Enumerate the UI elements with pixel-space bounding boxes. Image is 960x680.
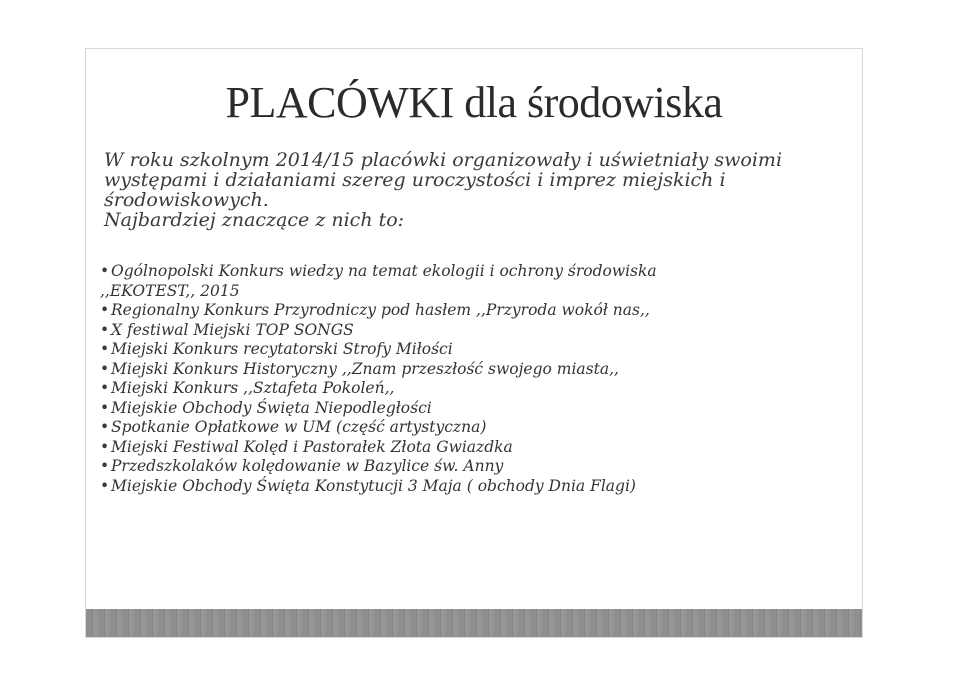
bullet-icon: • [100,379,110,397]
list-item [100,282,800,302]
list-item [100,477,800,497]
list-item [100,360,800,380]
list-item-text: Miejski Konkurs ,,Sztafeta Pokoleń,, [111,379,395,397]
list-item-text: Miejski Festiwal Kolęd i Pastorałek Złota Gwiazdka [111,437,513,456]
list-item-text: X festiwal Miejski TOP SONGS [111,320,354,339]
list-item [100,399,800,419]
slide [85,48,863,638]
list-item-text: Ogólnopolski Konkurs wiedzy na temat ekologii i ochrony środowiska [111,262,657,280]
bullet-icon: • [100,340,110,358]
list-item-text: Miejski Konkurs Historyczny ,,Znam przeszłość swojego miasta,, [111,359,619,378]
bullet-icon: • [100,398,110,417]
list-item-text: ,,EKOTEST,, 2015 [100,281,240,300]
bullet-icon: • [100,301,110,319]
list-item [100,457,800,477]
list-item [100,262,800,282]
bullet-icon: • [100,437,110,456]
intro-text [104,150,804,230]
bullet-icon: • [100,262,110,280]
footer-bar [86,609,862,638]
list-item-text: Miejski Konkurs recytatorski Strofy Miłości [111,340,453,358]
list-item [100,301,800,321]
intro-lead: Najbardziej znaczące z nich to: [104,209,405,231]
bullet-icon: • [100,457,110,475]
bullet-icon: • [100,476,110,495]
slide-title: PLACÓWKI dla środowiska [225,78,723,127]
list-item-text: Spotkanie Opłatkowe w UM (część artystyczna) [111,418,487,436]
list-item [100,340,800,360]
list-item [100,418,800,438]
list-item [100,321,800,341]
list-item-text: Miejskie Obchody Święta Konstytucji 3 Maja ( obchody Dnia Flagi) [111,476,636,495]
list-item [100,438,800,458]
bullet-icon: • [100,320,110,339]
list-item-text: Przedszkolaków kolędowanie w Bazylice św. Anny [111,457,504,475]
intro-paragraph: W roku szkolnym 2014/15 placówki organizowały i uświetniały swoimi występami i działaniami szereg uroczystości i imprez miejskich i środowiskowych. [104,149,783,211]
bullet-icon: • [100,359,110,378]
list-item [100,379,800,399]
list-item-text: Regionalny Konkurs Przyrodniczy pod hasłem ,,Przyroda wokół nas,, [111,301,650,319]
bullet-icon: • [100,418,110,436]
event-list [100,262,800,496]
list-item-text: Miejskie Obchody Święta Niepodległości [111,398,432,417]
